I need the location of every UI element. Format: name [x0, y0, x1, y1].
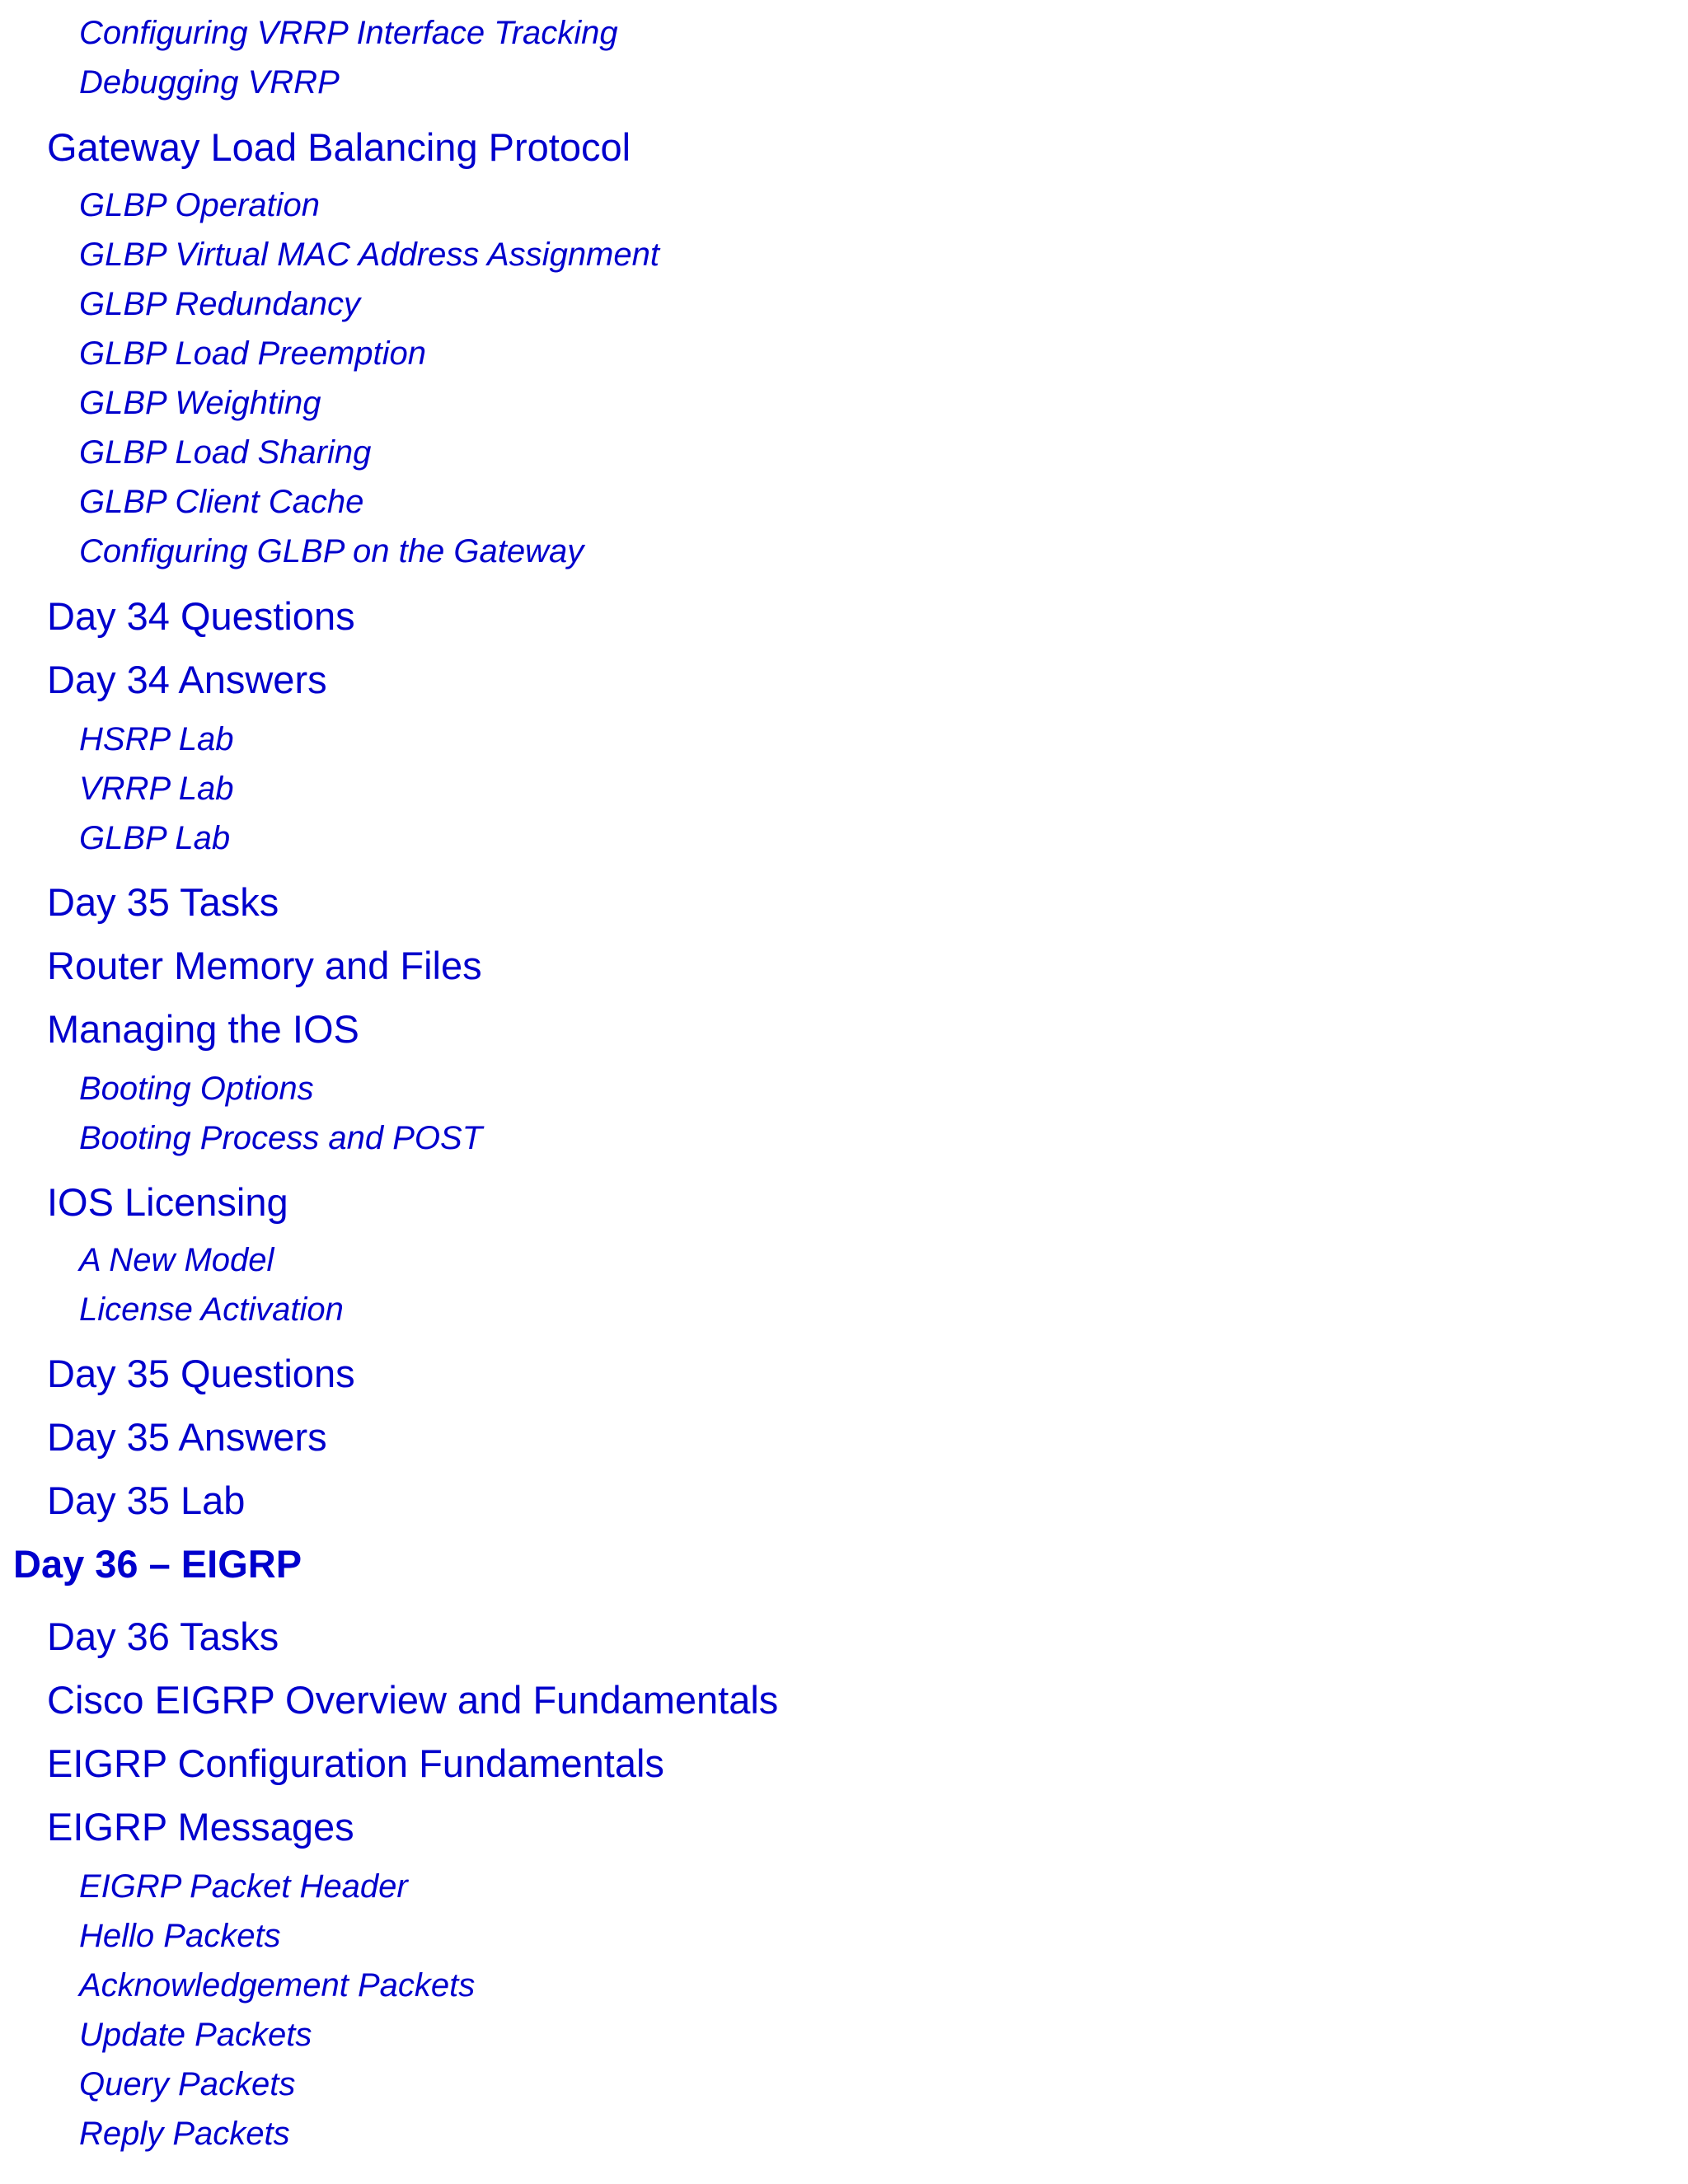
toc-entry-glbp-operation[interactable]: GLBP Operation: [79, 187, 321, 223]
toc-entry-glbp-load-sharing[interactable]: GLBP Load Sharing: [79, 434, 372, 471]
toc-entry-a-new-model[interactable]: A New Model: [79, 1242, 274, 1278]
toc-entry-debugging-vrrp[interactable]: Debugging VRRP: [79, 64, 340, 101]
toc-entry-hsrp-lab[interactable]: HSRP Lab: [79, 721, 234, 757]
toc-entry-acknowledgement-packets[interactable]: Acknowledgement Packets: [79, 1967, 476, 2004]
toc-entry-glbp-load-preemption[interactable]: GLBP Load Preemption: [79, 335, 426, 372]
toc-entry-gateway-load-balancing-protocol[interactable]: Gateway Load Balancing Protocol: [47, 125, 631, 169]
toc-entry-glbp-virtual-mac-address-assignment[interactable]: GLBP Virtual MAC Address Assignment: [79, 237, 659, 273]
toc-entry-glbp-weighting[interactable]: GLBP Weighting: [79, 385, 321, 421]
toc-entry-glbp-lab[interactable]: GLBP Lab: [79, 820, 231, 856]
toc-entry-day-35-answers[interactable]: Day 35 Answers: [47, 1415, 327, 1459]
toc-entry-configuring-glbp-on-the-gateway[interactable]: Configuring GLBP on the Gateway: [79, 533, 584, 569]
toc-entry-day-35-lab[interactable]: Day 35 Lab: [47, 1479, 246, 1522]
toc-entry-query-packets[interactable]: Query Packets: [79, 2066, 296, 2102]
toc-entry-glbp-redundancy[interactable]: GLBP Redundancy: [79, 286, 360, 322]
toc-entry-license-activation[interactable]: License Activation: [79, 1291, 344, 1328]
toc-entry-day-36-tasks[interactable]: Day 36 Tasks: [47, 1615, 279, 1658]
toc-entry-hello-packets[interactable]: Hello Packets: [79, 1918, 281, 1954]
toc-entry-day-35-tasks[interactable]: Day 35 Tasks: [47, 880, 279, 924]
toc-entry-day-34-questions[interactable]: Day 34 Questions: [47, 594, 355, 638]
toc-entry-day-34-answers[interactable]: Day 34 Answers: [47, 658, 327, 701]
toc-entry-eigrp-configuration-fundamentals[interactable]: EIGRP Configuration Fundamentals: [47, 1741, 664, 1785]
toc-entry-day-35-questions[interactable]: Day 35 Questions: [47, 1352, 355, 1395]
toc-entry-glbp-client-cache[interactable]: GLBP Client Cache: [79, 484, 364, 520]
toc-entry-update-packets[interactable]: Update Packets: [79, 2017, 312, 2053]
toc-entry-vrrp-lab[interactable]: VRRP Lab: [79, 771, 234, 807]
toc-entry-booting-process-and-post[interactable]: Booting Process and POST: [79, 1120, 483, 1156]
toc-entry-router-memory-and-files[interactable]: Router Memory and Files: [47, 944, 482, 987]
toc-entry-managing-the-ios[interactable]: Managing the IOS: [47, 1007, 359, 1051]
toc-entry-eigrp-packet-header[interactable]: EIGRP Packet Header: [79, 1868, 408, 1905]
toc-entry-eigrp-messages[interactable]: EIGRP Messages: [47, 1805, 354, 1849]
toc-entry-configuring-vrrp-interface-tracking[interactable]: Configuring VRRP Interface Tracking: [79, 15, 618, 51]
toc-entry-cisco-eigrp-overview-and-fundamentals[interactable]: Cisco EIGRP Overview and Fundamentals: [47, 1678, 779, 1722]
toc-entry-reply-packets[interactable]: Reply Packets: [79, 2116, 290, 2152]
toc-entry-booting-options[interactable]: Booting Options: [79, 1071, 314, 1107]
toc-chapter-day-36-eigrp[interactable]: Day 36 – EIGRP: [13, 1542, 302, 1586]
toc-entry-ios-licensing[interactable]: IOS Licensing: [47, 1180, 288, 1224]
